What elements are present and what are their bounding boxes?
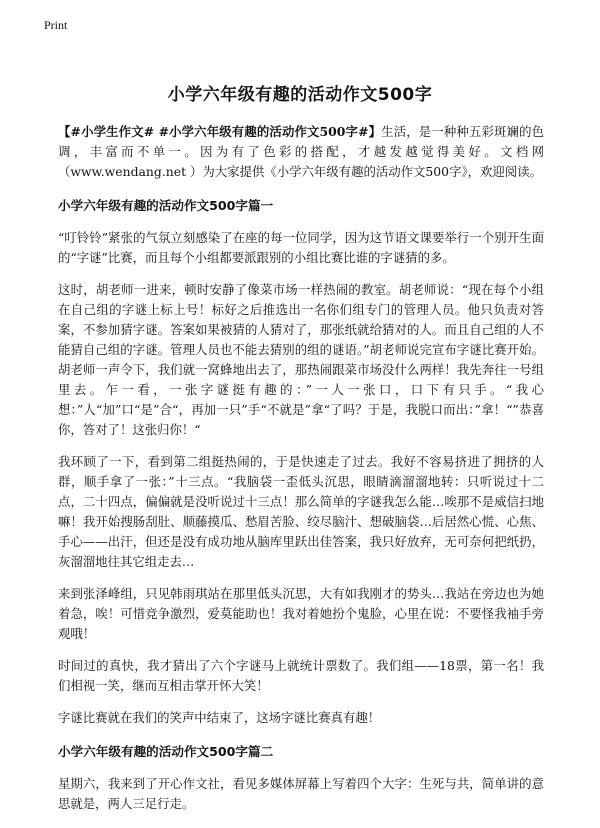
paragraph: 这时，胡老师一进来，顿时安静了像菜市场一样热闹的教室。胡老师说：“现在每个小组在自己组的字谜上标上号！标好之后推选出一名你们组专门的管理人员。他只负责对答案，不参加猜字谜。答案如果被猜的人猜对了，那张纸就给猜对的人。而且自己组的人不能猜自己组的字谜。管理人员也不能去猜别的组的谜语。”胡老师说完宣布字谜比赛开始。胡老师一声令下，我们就一窝蜂地出去了，那热闹跟菜市场没什么两样！我先奔往一号组里去。乍一看，一张字谜挺有趣的：”一人一张口，口下有只手。“我心想：”人“加”口“是”合“，再加一只”手“不就是”拿“了吗？于是，我脱口而出：”拿！“”恭喜你，答对了！这张归你！“: [58, 282, 544, 437]
article-body: [58, 122, 544, 826]
paragraph: 字谜比赛就在我们的笑声中结束了，这场字谜比赛真有趣！: [58, 710, 381, 725]
paragraph: 来到张泽峰组，只见韩雨琪站在那里低头沉思，大有如我刚才的势头…我站在旁边也为她着急，唉！可惜竞争激烈，爱莫能助也！我对着她扮个鬼脸，心里在说：不要怪我袖手旁观哦！: [58, 586, 544, 641]
intro-paragraph: [58, 122, 544, 182]
section-heading-1: 小学六年级有趣的活动作文500字篇一: [58, 198, 274, 213]
paragraph: 我环顾了一下，看到第二组挺热闹的，于是快速走了过去。我好不容易挤进了拥挤的人群，顺手拿了一张：”十三点。“我脑袋一歪低头沉思，眼睛滴溜溜地转：只听说过十二点，二十四点，偏偏就是没听说过十三点！那么简单的字谜我怎么能…唉那不是威信扫地嘛！我开始搜肠刮肚、顺藤摸瓜、愁眉苦脸、绞尽脑汁、想破脑袋…后居然心慌、心焦、手心——出汗，但还是没有成功地从脑库里跃出佳答案，我只好放弃，无可奈何把纸扔，灰溜溜地往其它组走去…: [58, 454, 544, 569]
print-link[interactable]: Print: [44, 18, 68, 32]
tags-link[interactable]: 【#小学生作文# #小学六年级有趣的活动作文500字#】: [58, 124, 382, 139]
page-title: 小学六年级有趣的活动作文500字: [167, 85, 433, 105]
section-heading-2: 小学六年级有趣的活动作文500字篇二: [58, 744, 274, 759]
paragraph: 时间过的真快，我才猜出了六个字谜马上就统计票数了。我们组——18票，第一名！我们相视一笑，继而互相击掌开怀大笑！: [58, 658, 544, 693]
paragraph: 星期六，我来到了开心作文社，看见多媒体屏幕上写着四个大字：生死与共，简单讲的意思就是，两人三足行走。: [58, 776, 544, 811]
paragraph: “叮铃铃”紧张的气氛立刻感染了在座的每一位同学，因为这节语文课要举行一个别开生面的“字谜”比赛，而且每个小组都要派跟别的小组比赛比谁的字谜猜的多。: [58, 230, 544, 265]
intro-text: 生活，是一种种五彩斑斓的色调，丰富而不单一。因为有了色彩的搭配，才越发越觉得美好。文档网（www.wendang.net ）为大家提供《小学六年级有趣的活动作文500字》，欢迎阅读。: [58, 124, 544, 179]
